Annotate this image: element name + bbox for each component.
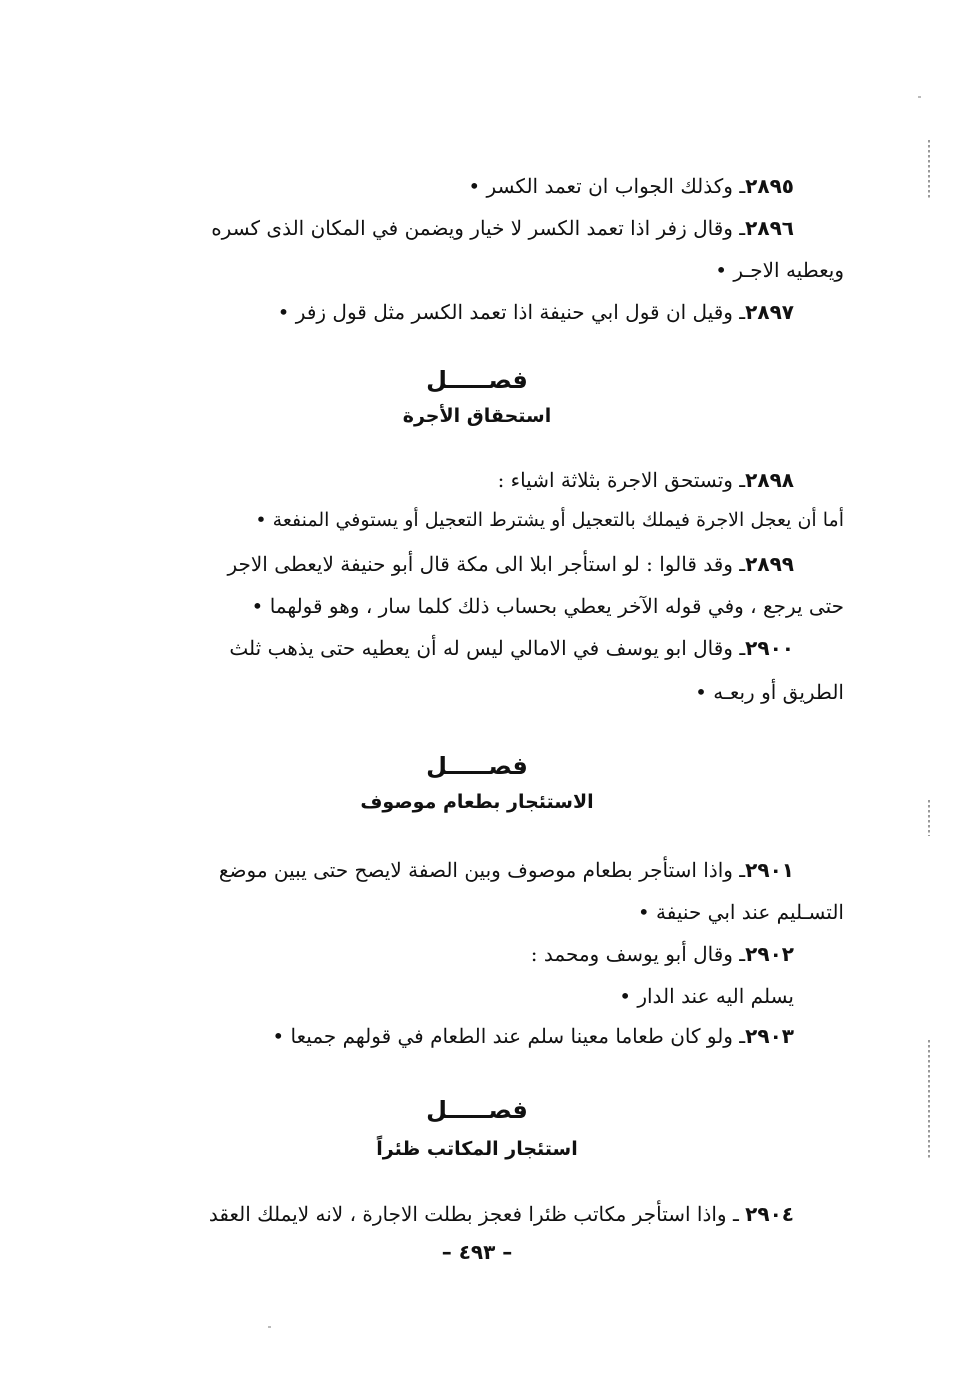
paragraph-number: ٢٩٠٠ (745, 636, 794, 660)
paragraph-number: ٢٨٩٥ (745, 174, 794, 198)
paragraph-text: ـ وتستحق الاجرة بثلاثة اشياء : (497, 468, 746, 492)
section-label: فصـــــل (426, 752, 528, 780)
paragraph-2900 (229, 634, 794, 662)
paragraph-2904 (209, 1200, 794, 1228)
paragraph-2899 (227, 550, 794, 578)
paragraph-number: ٢٩٠٢ (745, 942, 794, 966)
paragraph-continuation: ويعطيه الاجـر • (715, 258, 844, 282)
paragraph-2896 (211, 214, 794, 242)
paragraph-text: ـ وكذلك الجواب ان تعمد الكسر • (468, 174, 746, 198)
paragraph-text: ـ وقيل ان قول ابي حنيفة اذا تعمد الكسر مثل قول زفر • (277, 300, 746, 324)
paragraph-2897 (278, 298, 794, 326)
paragraph-text: ـ وقال ابو يوسف في الامالي ليس له أن يعطيه حتى يذهب ثلث (229, 636, 746, 660)
paragraph-continuation: يسلم اليه عند الدار • (619, 984, 794, 1008)
paragraph-continuation: التسـليم عند ابي حنيفة • (637, 900, 844, 924)
paragraph-continuation: أما أن يعجل الاجرة فيملك بالتعجيل أو يشترط التعجيل أو يستوفي المنفعة • (255, 509, 844, 531)
paragraph-2901 (219, 856, 794, 884)
paragraph-continuation: الطريق أو ربعـه • (695, 680, 844, 704)
section-label: فصـــــل (426, 1096, 528, 1124)
paragraph-number: ٢٨٩٦ (745, 216, 794, 240)
paragraph-number: ٢٨٩٩ (745, 552, 794, 576)
paragraph-2898 (498, 466, 794, 494)
margin-artifact (928, 140, 930, 198)
paragraph-number: ٢٨٩٧ (745, 300, 794, 324)
paragraph-number: ٢٩٠١ (745, 858, 794, 882)
paragraph-2902 (531, 940, 794, 968)
paragraph-number: ٢٩٠٣ (745, 1024, 794, 1048)
paragraph-text: ـ واذا استأجر بطعام موصوف وبين الصفة لايصح حتى يبين موضع (218, 858, 746, 882)
paragraph-text: ـ وقال زفر اذا تعمد الكسر لا خيار ويضمن في المكان الذى كسره (211, 216, 746, 240)
scan-speck (268, 1326, 271, 1328)
paragraph-continuation: حتى يرجع ، وفي قوله الآخر يعطي بحساب ذلك كلما سار ، وهو قولهما • (251, 594, 844, 618)
paragraph-number: ٢٩٠٤ (745, 1202, 794, 1226)
paragraph-text: ـ وقد قالوا : لو استأجر ابلا الى مكة قال أبو حنيفة لايعطى الاجر (227, 552, 746, 576)
section-title: استئجار المكاتب ظئراً (376, 1138, 578, 1160)
paragraph-2903 (272, 1022, 794, 1050)
paragraph-text: ـ واذا استأجر مكاتب ظئرا فعجز بطلت الاجارة ، لانه لايملك العقد (208, 1202, 746, 1226)
paragraph-number: ٢٨٩٨ (745, 468, 794, 492)
section-title: استحقاق الأجرة (402, 405, 552, 427)
section-title: الاستئجار بطعام موصوف (360, 791, 594, 813)
scan-speck (918, 96, 921, 98)
paragraph-text: ـ ولو كان طعاما معينا سلم عند الطعام في قولهم جميعا • (272, 1024, 746, 1048)
paragraph-2895 (468, 172, 794, 200)
paragraph-text: ـ وقال أبو يوسف ومحمد : (530, 942, 746, 966)
section-label: فصـــــل (426, 366, 528, 394)
page-number: – ٤٩٣ – (441, 1240, 513, 1264)
